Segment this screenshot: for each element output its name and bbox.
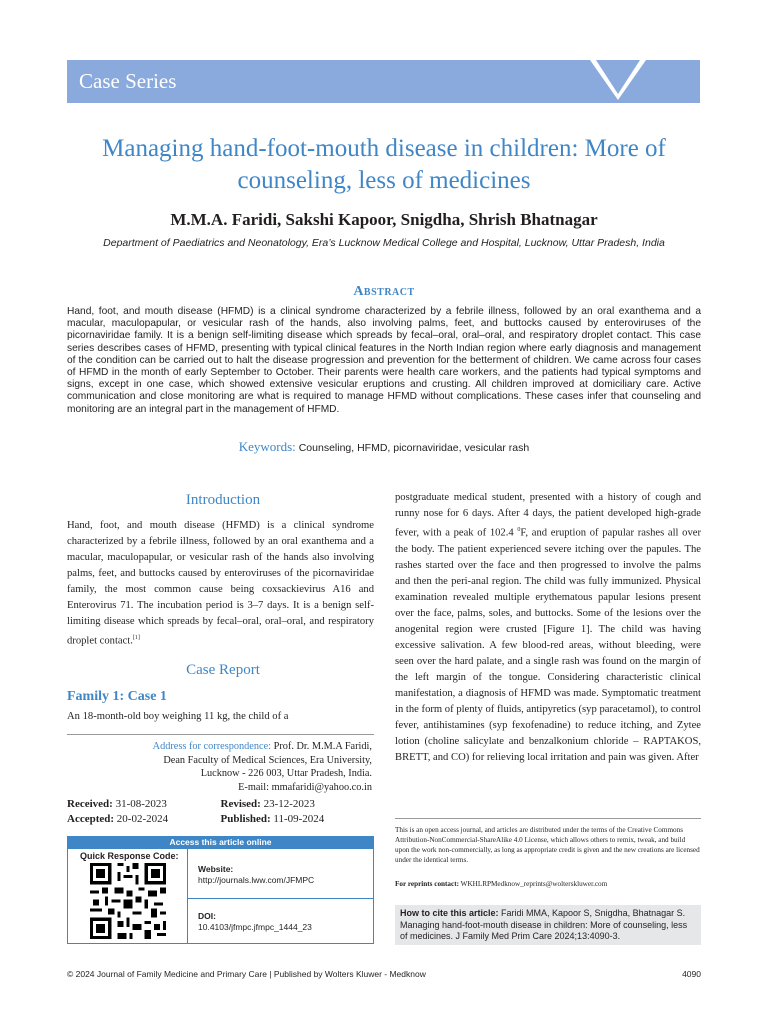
article-authors: M.M.A. Faridi, Sakshi Kapoor, Snigdha, Shrish Bhatnagar [170, 210, 598, 229]
revised-date: 23-12-2023 [260, 798, 315, 810]
section-label: Case Series [79, 69, 177, 93]
published-date: 11-09-2024 [270, 813, 325, 825]
banner-notch-shape [590, 60, 646, 103]
correspondence-label: Address for correspondence: [152, 741, 272, 752]
keywords-value: Counseling, HFMD, picornaviridae, vesicular rash [298, 442, 530, 454]
keywords [60, 439, 708, 455]
website-link[interactable]: http://journals.lww.com/JFMPC [198, 875, 315, 885]
case-text-right [395, 490, 701, 766]
correspondence-line: Dean Faculty of Medical Sciences, Era University, [163, 754, 372, 766]
doi-label: DOI: [198, 911, 216, 921]
published-label: Published: [220, 813, 271, 825]
correspondence-email: E-mail: mmafaridi@yahoo.co.in [238, 781, 372, 793]
divider [187, 849, 188, 944]
qr-label: Quick Response Code: [80, 851, 179, 861]
accepted-date: 20-02-2024 [114, 813, 169, 825]
received-date: 31-08-2023 [112, 798, 167, 810]
citation-text: Faridi MMA, Kapoor S, Snigdha, Bhatnagar S. Managing hand-foot-mouth disease in children: More of counseling, less of medicines. J Family Med Prim Care 2024;13:4090-3. [400, 908, 688, 941]
divider [67, 734, 374, 735]
website-label: Website: [198, 864, 234, 874]
case-text-right-part1: postgraduate medical student, presented with a history of cough and runny nose for 6 days. After 4 days, the patient developed high-grade fever, with a peak of 102.4 [395, 492, 701, 539]
reprints-email[interactable]: WKHLRPMedknow_reprints@wolterskluwer.com [459, 880, 608, 888]
divider [187, 898, 374, 899]
introduction-text [67, 518, 374, 650]
case-text-right-part2: F, and eruption of papular rashes all over the body. The patient experienced severe itching over the papules. The rashes started over the face and then progressed to involve the palms and then the peri-anal region. The child was fully immunized. Physical examination revealed multiple erythematous papular lesions present over the face, palms, soles, and buttocks. Some of the lesions over the anogenital region were crusted [Figure 1]. The child was having excessive salivation. A few blood-red areas, without bleeding, were seen over the hard palate, and a single rash was found on the margin of the left margin of the tongue. Considering characteristic clinical manifestation, a diagnosis of HFMD was made. Symptomatic treatment in the form of plenty of fluids, antipyretics (syp paracetamol), to control fever, antihistamines (syp fexofenadine) to reduce itching, and Zytee lotion (choline salicylate and benzalkonium chloride – RAPTAKOS, BRETT, and CO) for relieving local irritation and pain was given. After [395, 527, 701, 763]
citation-label: How to cite this article: [400, 908, 499, 918]
article-title: Managing hand-foot-mouth disease in children: More of counseling, less of medicines [102, 135, 666, 194]
abstract-text: Hand, foot, and mouth disease (HFMD) is a clinical syndrome characterized by a febrile illness, followed by an oral exanthema and a macular, maculopapular, or vesicular rash of the hands, also involving palms, feet, and buttocks caused by enteroviruses of the picornaviridae family. It is a benign self-limiting disease which spreads by fecal–oral, oral–oral, and respiratory droplet contact. This case series describes cases of HFMD, presenting with typical clinical features in the North Indian region where early diagnosis and management of the condition can be carried out to halt the disease progression and prevention for the betterment of children. We came across four cases of HFMD in the month of early September to October. Their parents were health care workers, and the patients had typical symptoms and signs, except in one case, which showed extensive vesicular eruptions and crusting. All children improved at domiciliary care. Active communication and close monitoring are what is required to manage HFMD without complications. These cases infer that counseling and monitoring are an integral part in the management of HFMD. [67, 306, 701, 415]
correspondence-line: Lucknow - 226 003, Uttar Pradesh, India. [200, 768, 372, 779]
article-dates [67, 797, 374, 827]
case-text-left: An 18-month-old boy weighing 11 kg, the child of a [67, 711, 289, 722]
abstract-heading: Abstract [353, 284, 415, 299]
article-affiliation: Department of Paediatrics and Neonatology, Era’s Lucknow Medical College and Hospital, Lucknow, Uttar Pradesh, India [103, 237, 665, 249]
doi-link[interactable]: 10.4103/jfmpc.jfmpc_1444_23 [198, 922, 312, 932]
case-subheading: Family 1: Case 1 [67, 689, 167, 704]
correspondence-name: Prof. Dr. M.M.A Faridi, [271, 741, 372, 752]
qr-code-icon[interactable] [90, 863, 166, 939]
page-footer: © 2024 Journal of Family Medicine and Primary Care | Published by Wolters Kluwer - Medknow [67, 969, 426, 979]
reprints-contact [395, 880, 701, 888]
page-number: 4090 [682, 969, 701, 979]
received-label: Received: [67, 798, 113, 810]
accepted-label: Accepted: [67, 813, 115, 825]
case-report-heading: Case Report [186, 662, 260, 678]
degree-mark: 0 [517, 527, 521, 533]
citation-box [395, 905, 701, 945]
access-heading: Access this article online [67, 836, 374, 849]
introduction-body: Hand, foot, and mouth disease (HFMD) is a clinical syndrome characterized by a febrile illness, followed by an oral exanthema and a macular, maculopapular, or vesicular rash of the hands also involving palms, feet, and buttocks caused by enteroviruses of the picornaviridae family, the most common cause being coxsackievirus A16 and Enterovirus 71. The incubation period is 3–7 days. It is a benign self-limiting disease which spreads by fecal–oral, oral–oral, and respiratory droplet contact. [67, 520, 374, 647]
keywords-label: Keywords: [238, 439, 296, 454]
introduction-heading: Introduction [185, 492, 261, 508]
divider [395, 818, 701, 819]
revised-label: Revised: [220, 798, 261, 810]
reprints-label: For reprints contact: [395, 880, 460, 888]
correspondence-block [67, 740, 372, 794]
introduction-ref[interactable]: [1] [132, 635, 140, 641]
license-text: This is an open access journal, and articles are distributed under the terms of the Creative Commons Attribution-NonCommercial-ShareAlike 4.0 License, which allows others to remix, tweak, and build upon the work non-commercially, as long as appropriate credit is given and the new creations are licensed under the identical terms. [395, 826, 700, 864]
